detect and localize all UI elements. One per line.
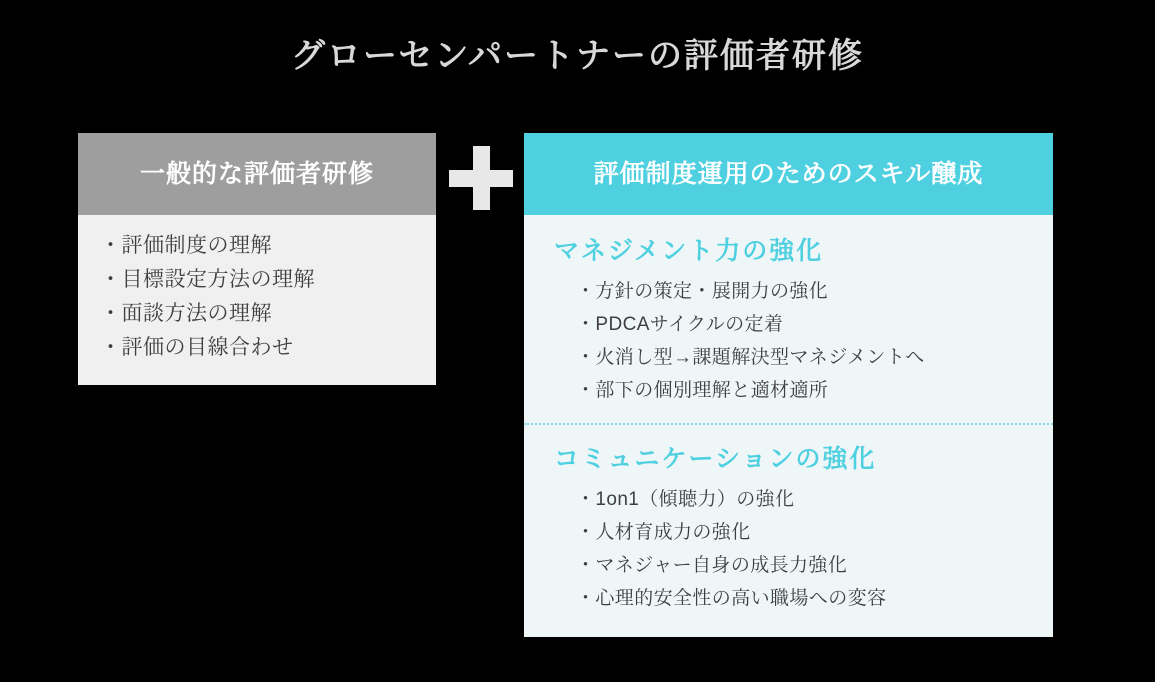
- section-title: マネジメント力の強化: [554, 237, 824, 265]
- section-communication: [524, 437, 1053, 615]
- page-title: グローセンパートナーの評価者研修: [291, 37, 864, 75]
- list-item: ・部下の個別理解と適材適所: [576, 380, 829, 401]
- list-item: ・心理的安全性の高い職場への変容: [576, 588, 887, 609]
- list-item: ・方針の策定・展開力の強化: [576, 281, 829, 302]
- right-card-body: [524, 215, 1053, 637]
- plus-icon-vertical-bar: [473, 146, 490, 210]
- plus-icon: [449, 146, 513, 210]
- section-divider: [524, 423, 1053, 425]
- list-item: ・面談方法の理解: [100, 302, 272, 325]
- list-item: ・マネジャー自身の成長力強化: [576, 555, 848, 576]
- list-item: ・評価制度の理解: [100, 234, 272, 257]
- skill-development-card: [524, 133, 1053, 637]
- list-item: ・評価の目線合わせ: [100, 336, 294, 359]
- left-card-header: 一般的な評価者研修: [78, 133, 436, 215]
- right-card-header: 評価制度運用のためのスキル醸成: [524, 133, 1053, 215]
- list-item: ・人材育成力の強化: [576, 522, 751, 543]
- section-management: [524, 229, 1053, 407]
- list-item: ・目標設定方法の理解: [100, 268, 315, 291]
- section-title: コミュニケーションの強化: [554, 445, 877, 473]
- general-training-card: [78, 133, 436, 385]
- list-item: ・火消し型→課題解決型マネジメントへ: [576, 347, 925, 368]
- list-item: ・1on1（傾聴力）の強化: [576, 489, 795, 510]
- left-card-body: [78, 215, 436, 385]
- list-item: ・PDCAサイクルの定着: [576, 314, 784, 335]
